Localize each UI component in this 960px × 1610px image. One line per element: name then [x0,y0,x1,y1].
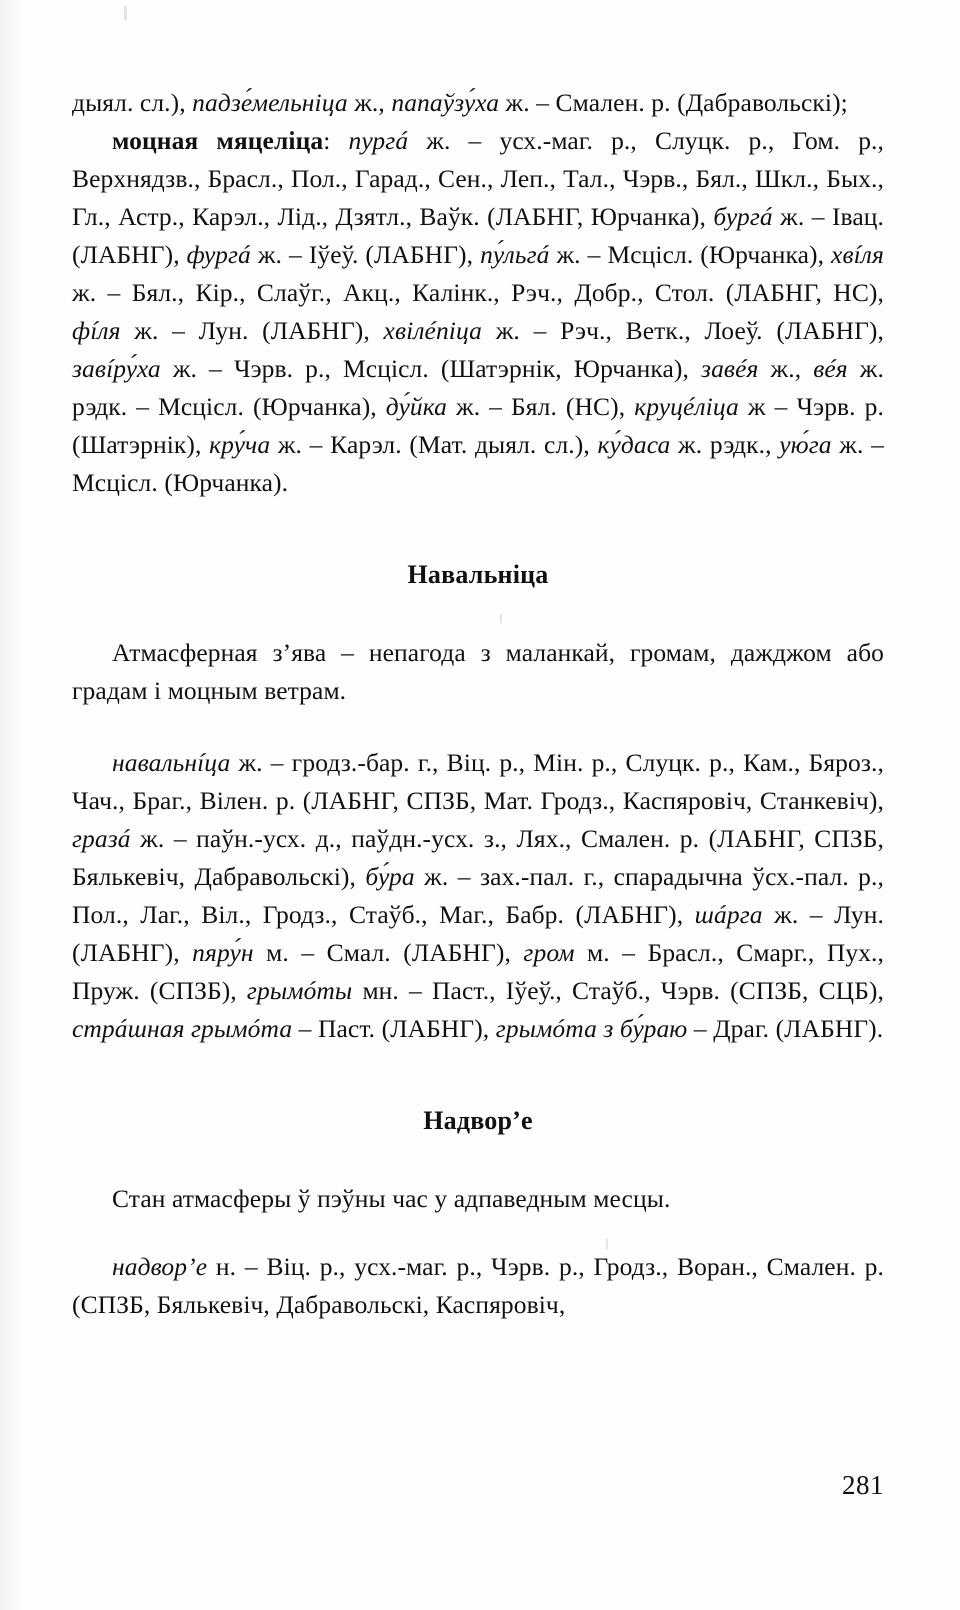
dialect-form: вéя [813,354,848,383]
dialect-form: круцéліца [634,392,739,421]
dialect-form: гром [523,938,575,967]
text-run: н. – Віц. р., усх.-маг. р., Чэрв. р., Гродз., Воран., Смален. р. (СПЗБ, Бялькевіч, Дабравольскі, Каспяровіч, [72,1252,884,1319]
text-run: дыял. сл.), [72,88,193,117]
text-run: ж. – Мсцісл. (Юрчанка). [72,430,884,497]
dialect-form: папаўзу́ха [391,88,500,117]
dialect-form: падзе́мельніца [192,88,348,117]
dialect-form: гразá [72,824,131,853]
dialect-form: бу́ра [365,862,415,891]
paragraph-continued-tail [72,84,884,122]
paragraph-mocnaja-miacielica [72,122,884,502]
text-run: ж. – Лун. (ЛАБНГ), [72,900,884,967]
dialect-form: стрáшная грымóта [72,1014,293,1043]
text-run: ж. рэдк., [670,430,780,459]
text-run: ж. – зах.-пал. г., спарадычна ўсх.-пал. р., Пол., Лаг., Віл., Гродз., Стаўб., Маг., Бабр. (ЛАБНГ), [72,862,884,929]
text-run: ж. – Чэрв. р., Мсцісл. (Шатэрнік, Юрчанка), [160,354,702,383]
text-run: ж. – Івац. (ЛАБНГ), [72,202,884,269]
text-run: мн. – Паст., Іўеў., Стаўб., Чэрв. (СПЗБ, СЦБ), [352,976,884,1005]
subentry-label: моцная мяцеліца [112,126,324,155]
dialect-form: завéя [701,354,759,383]
dialect-form: завíру́ха [72,354,161,383]
scan-speckle [124,6,127,20]
dialect-form: бургá [713,202,773,231]
text-run: ж. – Мсцісл. (Юрчанка), [549,240,832,269]
dialect-form: кру́ча [209,430,271,459]
text-run: ж. – Карэл. (Мат. дыял. сл.), [270,430,598,459]
entry-heading-navalnica: Навальніца [407,560,549,589]
dialect-form: надвор’е [112,1252,208,1281]
vertical-gap [72,710,884,744]
text-run: ж. – Бял. (НС), [446,392,635,421]
vertical-gap [72,1218,884,1248]
text-run: ж. рэдк. – Мсцісл. (Юрчанка), [72,354,884,421]
dialect-form: фургá [186,240,251,269]
vertical-gap [72,1048,884,1102]
dialect-form: фíля [72,316,121,345]
text-run: ж., [347,88,392,117]
vertical-gap [72,1140,884,1180]
dialect-form: навальнíца [112,748,231,777]
text-run: м. – Смал. (ЛАБНГ), [253,938,524,967]
entry-heading-nadvorje: Надвор’е [423,1106,533,1135]
text-run: – Паст. (ЛАБНГ), [292,1014,496,1043]
text-run: ж. – Іўеў. (ЛАБНГ), [250,240,481,269]
text-run: м. – Брасл., Смарг., Пух., Пруж. (СПЗБ), [72,938,884,1005]
forms-navalnica [72,744,884,1048]
text-run: ж., [758,354,814,383]
dialect-form: шáрга [694,900,763,929]
text-run: ж. – Бял., Кір., Слаўг., Акц., Калінк., Рэч., Добр., Стол. (ЛАБНГ, НС), [72,278,884,307]
text-run: ж. – гродз.-бар. г., Віц. р., Мін. р., Слуцк. р., Кам., Бяроз., Чач., Браг., Вілен. р. (ЛАБНГ, СПЗБ, Мат. Гродз., Каспяровіч, Станкевіч), [72,748,884,815]
dialect-form: хвíля [831,240,884,269]
dialect-form: пяру́н [192,938,254,967]
text-run: – Драг. (ЛАБНГ). [687,1014,884,1043]
dialect-form: пургá [348,126,409,155]
dialect-form: хвілéпіца [383,316,483,345]
dialect-form: ку́даса [597,430,671,459]
page-number: 281 [842,1470,884,1500]
definition-nadvorje [72,1180,884,1218]
text-run: ж. – усх.-маг. р., Слуцк. р., Гом. р., Верхнядзв., Брасл., Пол., Гарад., Сен., Леп., Тал., Чэрв., Бял., Шкл., Бых., Гл., Астр., Карэл., Лід., Дзятл., Ваўк. (ЛАБНГ, Юрчанка), [72,126,884,231]
forms-nadvorje [72,1248,884,1324]
dialect-form: грымóты [246,976,353,1005]
vertical-gap [72,594,884,634]
text-run: Стан атмасферы ў пэўны час у адпаведным месцы. [112,1184,671,1213]
text-run: ж. – Рэч., Ветк., Лоеў. (ЛАБНГ), [482,316,885,345]
page-body [72,84,884,1324]
text-run: Атмасферная з’ява – непагода з маланкай, громам, дажджом або градам і моцным ветрам. [72,638,884,705]
dialect-form: грымóта з бу́раю [495,1014,688,1043]
dialect-form: ую́га [779,430,832,459]
text-run: ж. – Лун. (ЛАБНГ), [120,316,384,345]
text-run: ж – Чэрв. р. (Шатэрнік), [72,392,884,459]
dialect-form: ду́йка [385,392,447,421]
dialect-form: пу́льгá [480,240,550,269]
text-run: ж. – паўн.-усх. д., паўдн.-усх. з., Лях., Смален. р. (ЛАБНГ, СПЗБ, Бялькевіч, Дабравольскі), [72,824,884,891]
definition-navalnica [72,634,884,710]
text-run: : [323,126,349,155]
scan-edge-shadow [0,0,26,1610]
text-run: ж. – Смален. р. (Дабравольскі); [499,88,848,117]
vertical-gap [72,502,884,556]
